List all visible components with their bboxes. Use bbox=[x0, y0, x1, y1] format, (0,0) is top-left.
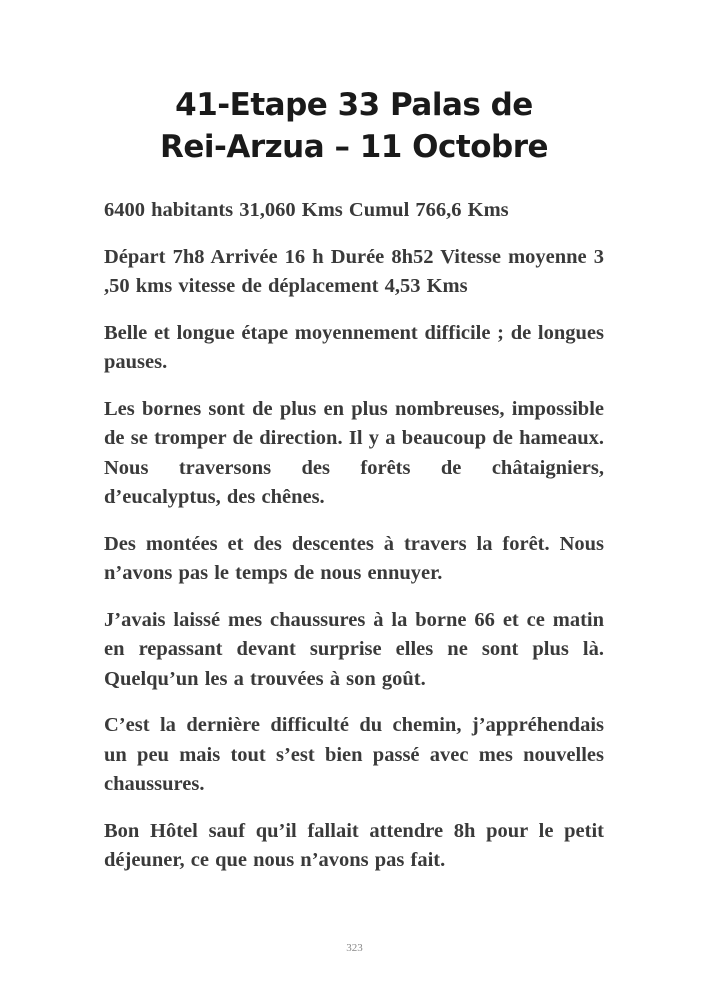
body-paragraph: Belle et longue étape moyennement difficile ; de longues pauses. bbox=[104, 321, 604, 373]
chapter-title-line-2: Rei-Arzua – 11 Octobre bbox=[159, 129, 549, 165]
page-number: 323 bbox=[346, 942, 363, 954]
body-paragraph: Bon Hôtel sauf qu’il fallait attendre 8h pour le petit déjeuner, ce que nous n’avons pas fait. bbox=[104, 819, 604, 871]
body-paragraph: C’est la dernière difficulté du chemin, j’appréhendais un peu mais tout s’est bien passé avec mes nouvelles chaussures. bbox=[104, 714, 604, 795]
chapter-title bbox=[104, 84, 604, 168]
body-paragraph: J’avais laissé mes chaussures à la borne 66 et ce matin en repassant devant surprise elles ne sont plus là. Quelqu’un les a trouvées à son goût. bbox=[104, 608, 604, 690]
body-text bbox=[104, 196, 604, 893]
body-paragraph: Des montées et des descentes à travers la forêt. Nous n’avons pas le temps de nous ennuyer. bbox=[104, 532, 604, 584]
timing-paragraph: Départ 7h8 Arrivée 16 h Durée 8h52 Vitesse moyenne 3 ,50 kms vitesse de déplacement 4,53 Kms bbox=[104, 245, 604, 297]
body-paragraph: Les bornes sont de plus en plus nombreuses, impossible de se tromper de direction. Il y a beaucoup de hameaux. Nous traversons des forêts de châtaigniers, d’eucalyptus, des chênes. bbox=[104, 397, 604, 508]
stats-paragraph: 6400 habitants 31,060 Kms Cumul 766,6 Kms bbox=[104, 199, 509, 221]
chapter-title-line-1: 41-Etape 33 Palas de bbox=[175, 87, 533, 123]
